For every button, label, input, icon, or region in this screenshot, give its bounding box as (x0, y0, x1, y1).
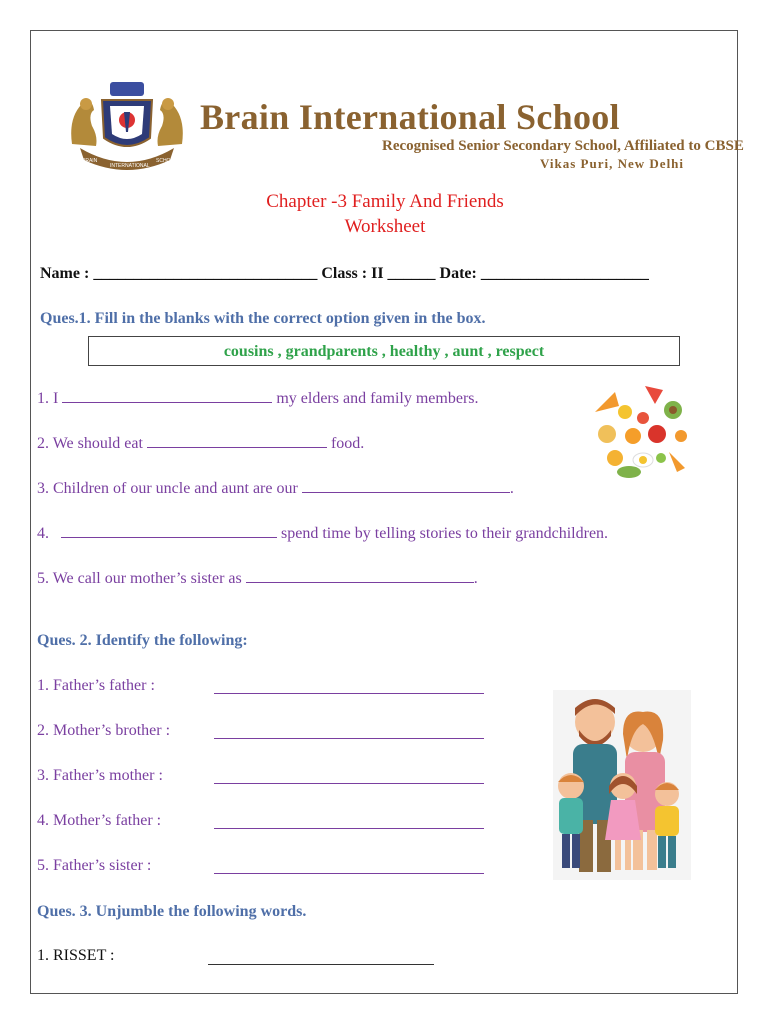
student-info-row (40, 265, 649, 283)
q1-heading: Ques.1. Fill in the blanks with the correct option given in the box. (40, 310, 486, 327)
q2-item-5: 5. Father’s sister : (37, 857, 152, 874)
svg-text:SCHOOL: SCHOOL (156, 158, 178, 164)
q2-answer-line-2 (214, 737, 484, 739)
q2-heading: Ques. 2. Identify the following: (37, 632, 248, 649)
q1-item-4: 4. spend time by telling stories to their grandchildren. (37, 525, 609, 542)
healthy-food-illustration (585, 382, 695, 480)
q2-answer-line-1 (214, 692, 484, 694)
q2-item-3: 3. Father’s mother : (37, 767, 163, 784)
q1-item-3: 3. Children of our uncle and aunt are our . (37, 480, 514, 497)
school-crest-icon (62, 76, 192, 170)
school-name: Brain International School (200, 97, 620, 137)
q3-heading: Ques. 3. Unjumble the following words. (37, 903, 307, 920)
class-field: Class : II ______ (321, 265, 436, 282)
school-affiliation: Recognised Senior Secondary School, Affiliated to CBSE (382, 138, 744, 154)
q2-answer-line-4 (214, 827, 484, 829)
family-illustration (553, 690, 691, 880)
q2-answer-line-3 (214, 782, 484, 784)
worksheet-title: Worksheet (344, 216, 426, 237)
q1-item-1: 1. I my elders and family members. (37, 390, 479, 407)
q2-item-2: 2. Mother’s brother : (37, 722, 171, 739)
svg-text:BRAIN: BRAIN (82, 158, 98, 164)
q1-item-2: 2. We should eat food. (37, 435, 365, 452)
q3-item-1: 1. RISSET : (37, 947, 115, 964)
q2-item-4: 4. Mother’s father : (37, 812, 162, 829)
q2-item-1: 1. Father’s father : (37, 677, 155, 694)
date-field: Date: _____________________ (439, 265, 649, 282)
q1-item-5: 5. We call our mother’s sister as . (37, 570, 478, 587)
svg-text:INTERNATIONAL: INTERNATIONAL (110, 163, 150, 169)
name-field: Name : ____________________________ (40, 265, 318, 282)
word-box: cousins , grandparents , healthy , aunt , respect (88, 336, 680, 366)
q3-answer-line-1 (208, 963, 434, 965)
q2-answer-line-5 (214, 872, 484, 874)
school-location: Vikas Puri, New Delhi (540, 156, 685, 171)
chapter-title: Chapter -3 Family And Friends (266, 191, 504, 212)
